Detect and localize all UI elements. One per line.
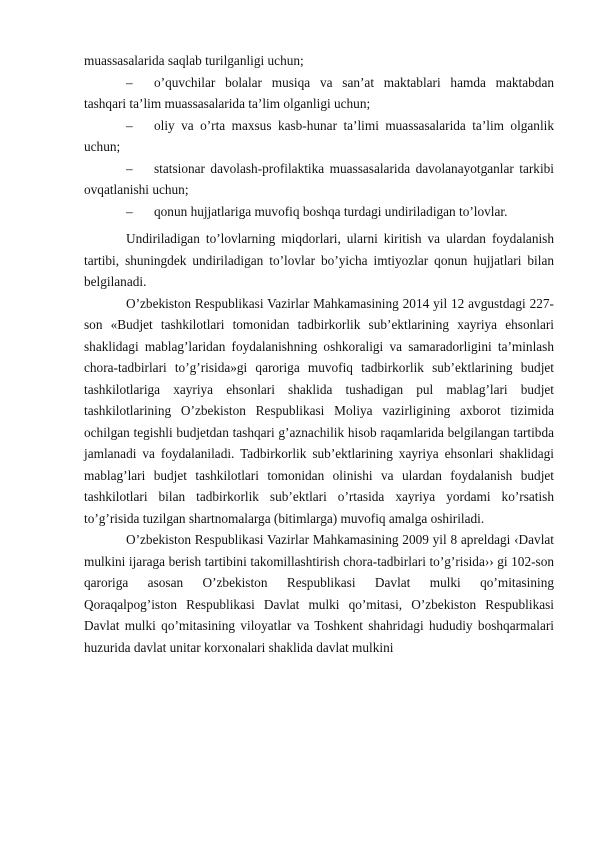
list-item	[84, 115, 554, 158]
paragraph: O’zbekiston Respublikasi Vazirlar Mahkamasining 2009 yil 8 apreldagi ‹Davlat mulkini ijaraga berish tartibini takomillashtirish chora-tadbirlari to’g’risida›› gi 102-son qaroriga asosan O’zbekiston Respublikasi Davlat mulki qo’mitasining Qoraqalpog’iston Respublikasi Davlat mulki qo’mitasi, O’zbekiston Respublikasi Davlat mulki qo’mitasining viloyatlar va Toshkent shahridagi hududiy boshqarmalari huzurida davlat unitar korxonalari shaklida davlat mulkini	[84, 532, 554, 655]
paragraph: Undiriladigan to’lovlarning miqdorlari, ularni kiritish va ulardan foydalanish tartibi, shuningdek undiriladigan to’lovlar bo’yicha imtiyozlar qonun hujjatlari bilan belgilanadi.	[84, 231, 554, 289]
list-item-text: statsionar davolash-profilaktika muassasalarida davolanayotganlar tarkibi ovqatlanishi uchun;	[84, 160, 554, 197]
list-item-text: o’quvchilar bolalar musiqa va san’at maktablari hamda maktabdan tashqari ta’lim muassasalarida ta’lim olganligi uchun;	[84, 74, 554, 111]
dash-bullet: –	[126, 117, 133, 133]
intro-line: muassasalarida saqlab turilganligi uchun;	[84, 53, 304, 68]
list-item-text: oliy va o’rta maxsus kasb-hunar ta’limi muassasalarida ta’lim olganlik uchun;	[84, 117, 554, 154]
dash-bullet: –	[126, 160, 133, 176]
paragraph: O’zbekiston Respublikasi Vazirlar Mahkamasining 2014 yil 12 avgustdagi 227-son «Budjet tashkilotlari tomonidan tadbirkorlik sub’ektlarining xayriya ehsonlari shaklidagi mablag’laridan foydalanishning oshkoraligi va samaradorligini ta’minlash chora-tadbirlari to’g’risida»gi qaroriga muvofiq tadbirkorlik sub’ektlarining budjet tashkilotlariga xayriya ehsonlari shaklida tushadigan pul mablag’lari budjet tashkilotlarining O’zbekiston Respublikasi Moliya vazirligining axborot tizimida ochilgan tegishli budjetdan tashqari g’aznachilik hisob raqamlarida belgilangan tartibda jamlanadi va foydalaniladi. Tadbirkorlik sub’ektlarining xayriya ehsonlari shaklidagi mablag’lari budjet tashkilotlari tomonidan olinishi va ulardan foydalanish budjet tashkilotlari bilan tadbirkorlik sub’ektlari o’rtasida xayriya yordami ko’rsatish to’g’risida tuzilgan shartnomalarga (bitimlarga) muvofiq amalga oshiriladi.	[84, 295, 554, 526]
dash-bullet: –	[126, 74, 133, 90]
list-item	[84, 201, 554, 223]
document-page	[84, 50, 554, 658]
list-item	[84, 72, 554, 115]
list-item	[84, 158, 554, 201]
dash-bullet: –	[126, 203, 133, 219]
list-item-text: qonun hujjatlariga muvofiq boshqa turdagi undiriladigan to’lovlar.	[154, 203, 508, 219]
